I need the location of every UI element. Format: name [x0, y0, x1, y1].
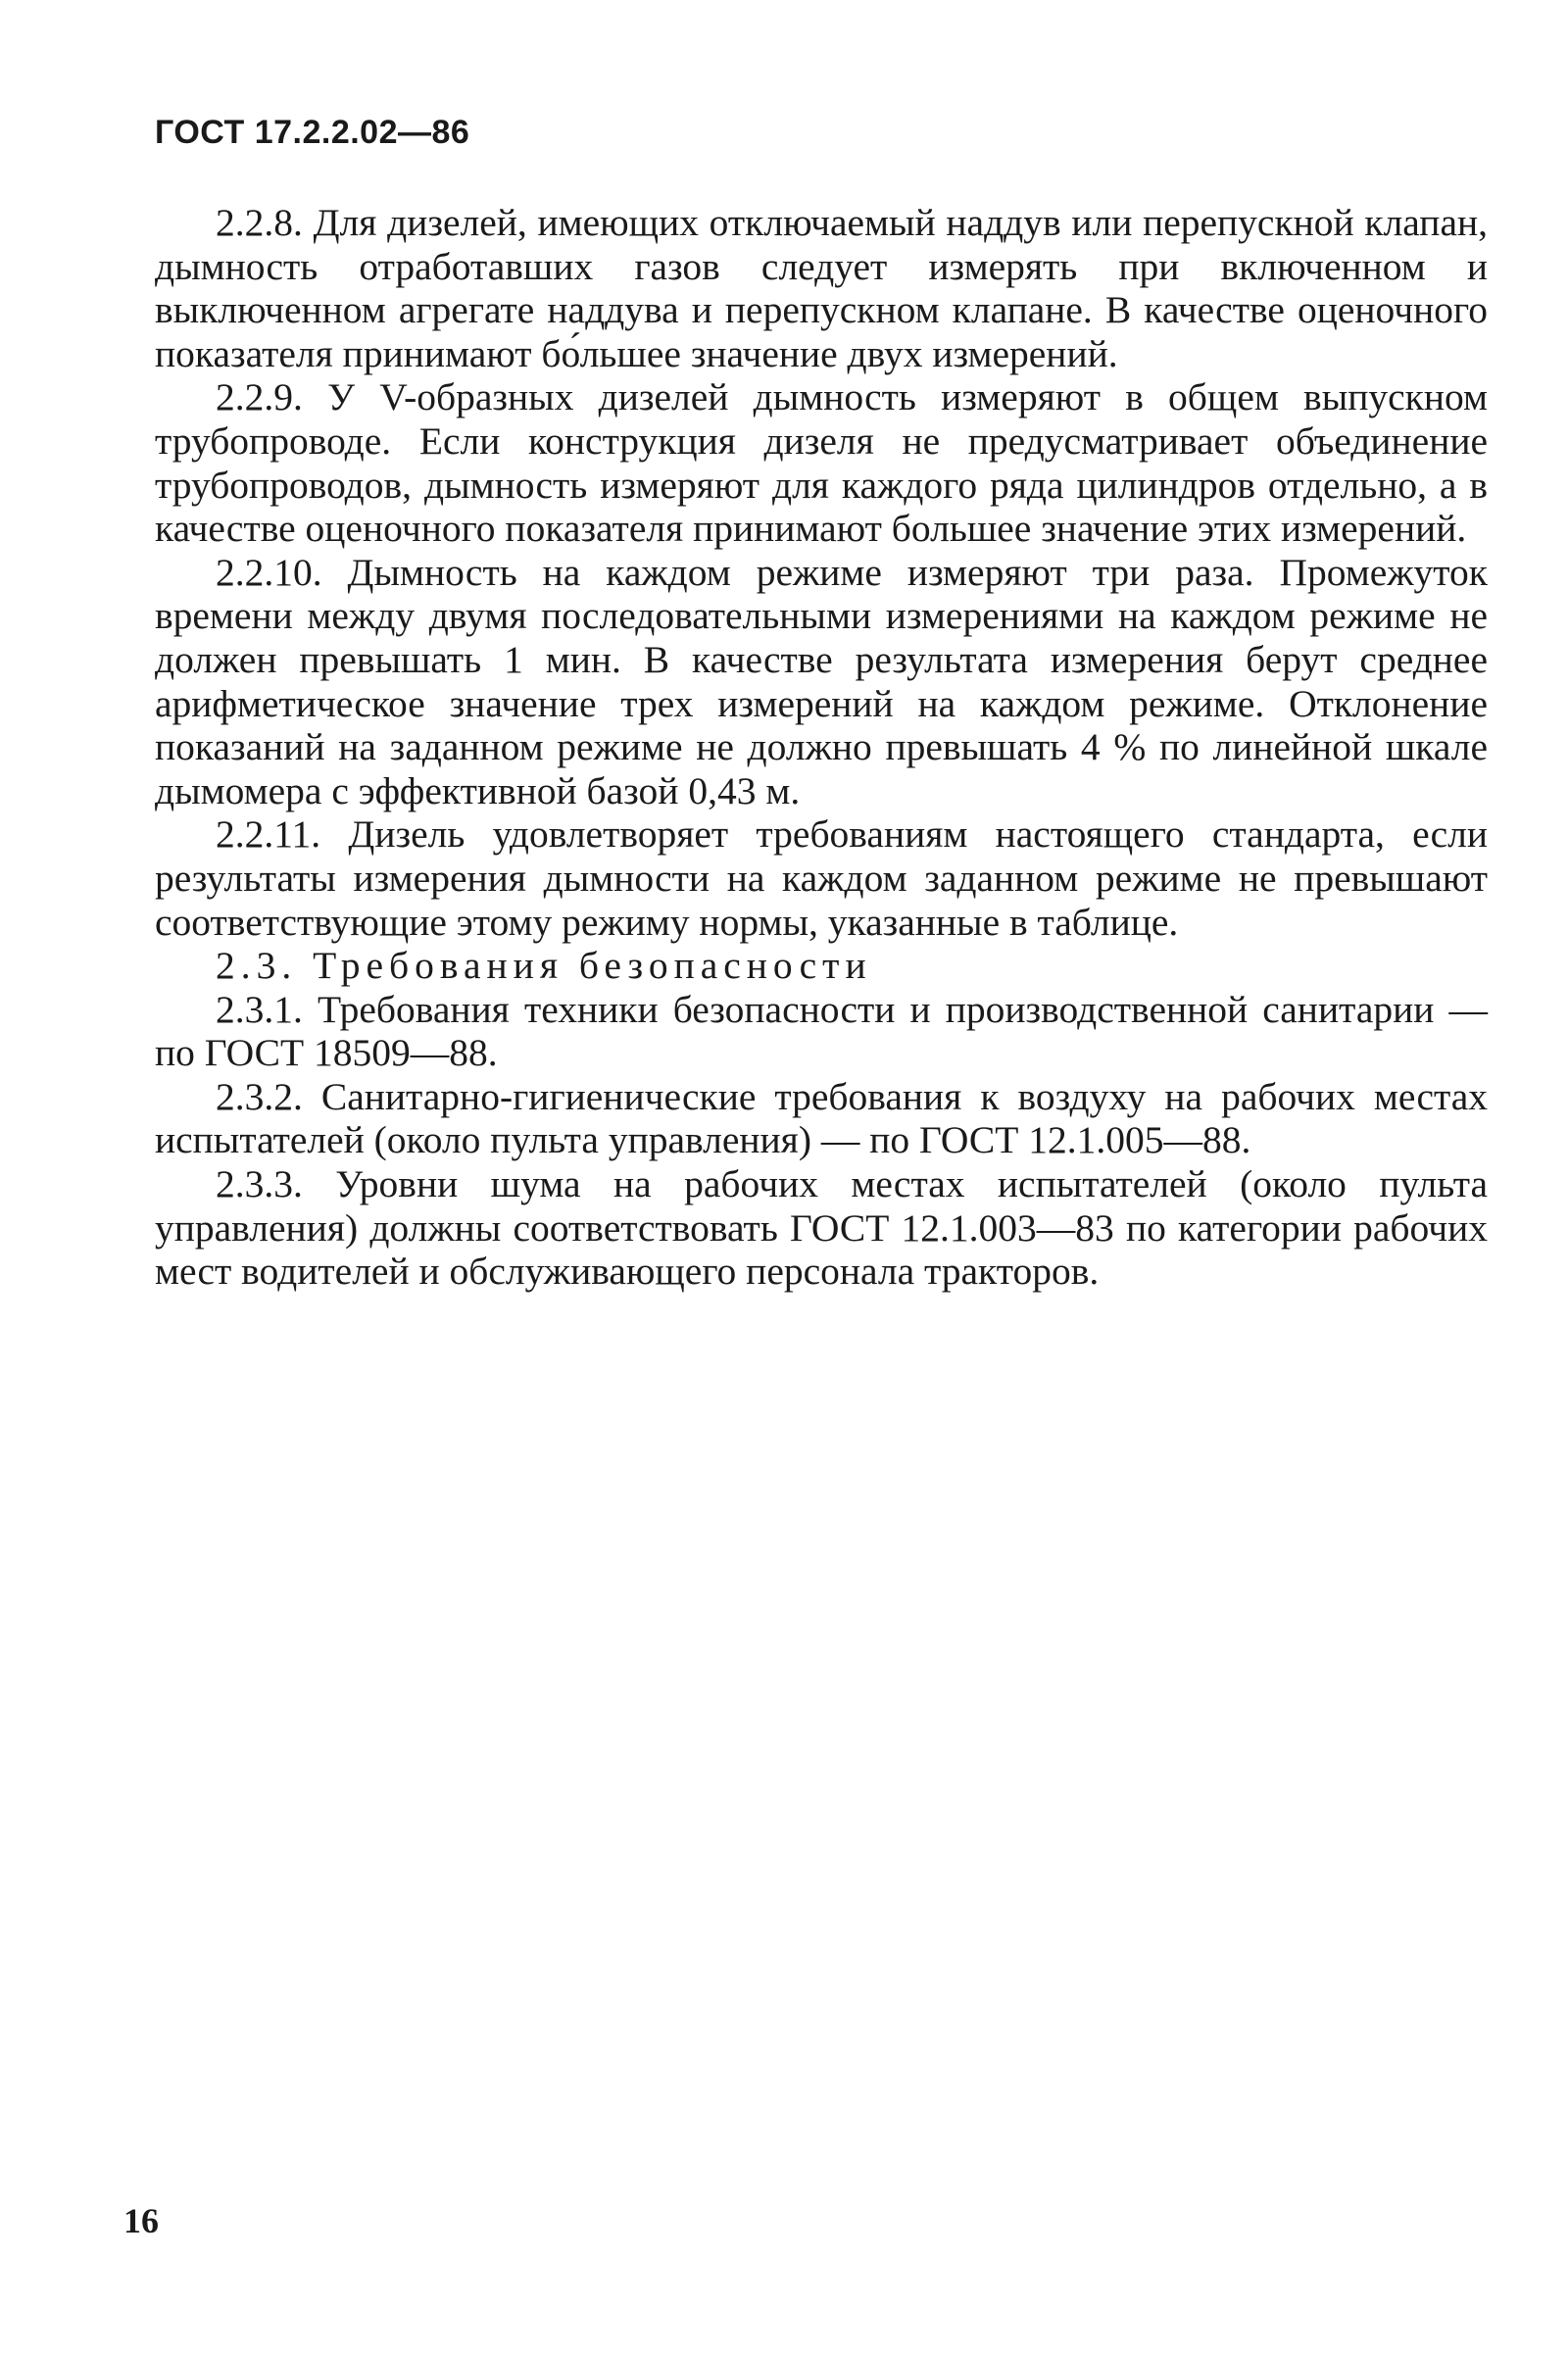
paragraph-2-3-1: 2.3.1. Требования техники безопасности и производственной санитарии — по ГОСТ 18509—88. [155, 987, 1488, 1075]
document-body [155, 201, 1488, 1294]
section-heading-2-3: 2.3. Требования безопасности [216, 944, 872, 988]
page-number: 16 [123, 2201, 159, 2240]
paragraph-2-3-2: 2.3.2. Санитарно-гигиенические требования к воздуху на рабочих местах испытателей (около пульта управления) — по ГОСТ 12.1.005—88. [155, 1074, 1488, 1162]
paragraph-2-3-3: 2.3.3. Уровни шума на рабочих местах испытателей (около пульта управления) должны соответствовать ГОСТ 12.1.003—83 по категории рабочих мест водителей и обслуживающего персонала тракторов. [155, 1162, 1488, 1294]
paragraph-2-2-11: 2.2.11. Дизель удовлетворяет требованиям настоящего стандарта, если результаты измерения дымности на каждом заданном режиме не превышают соответствующие этому режиму нормы, указанные в таблице. [155, 812, 1488, 944]
paragraph-2-2-10: 2.2.10. Дымность на каждом режиме измеряют три раза. Промежуток времени между двумя последовательными измерениями на каждом режиме не должен превышать 1 мин. В качестве результата измерения берут среднее арифметическое значение трех измерений на каждом режиме. Отклонение показаний на заданном режиме не должно превышать 4 % по линейной шкале дымомера с эффективной базой 0,43 м. [155, 550, 1488, 812]
paragraph-2-2-9: 2.2.9. У V-образных дизелей дымность измеряют в общем выпускном трубопроводе. Если конструкция дизеля не предусматривает объединение трубопроводов, дымность измеряют для каждого ряда цилиндров отдельно, а в качестве оценочного показателя принимают большее значение этих измерений. [155, 375, 1488, 551]
paragraph-2-2-8: 2.2.8. Для дизелей, имеющих отключаемый наддув или перепускной клапан, дымность отработавших газов следует измерять при включенном и выключенном агрегате наддува и перепускном клапане. В качестве оценочного показателя принимают бо́льшее значение двух измерений. [155, 201, 1488, 375]
document-code-header: ГОСТ 17.2.2.02—86 [155, 114, 470, 151]
